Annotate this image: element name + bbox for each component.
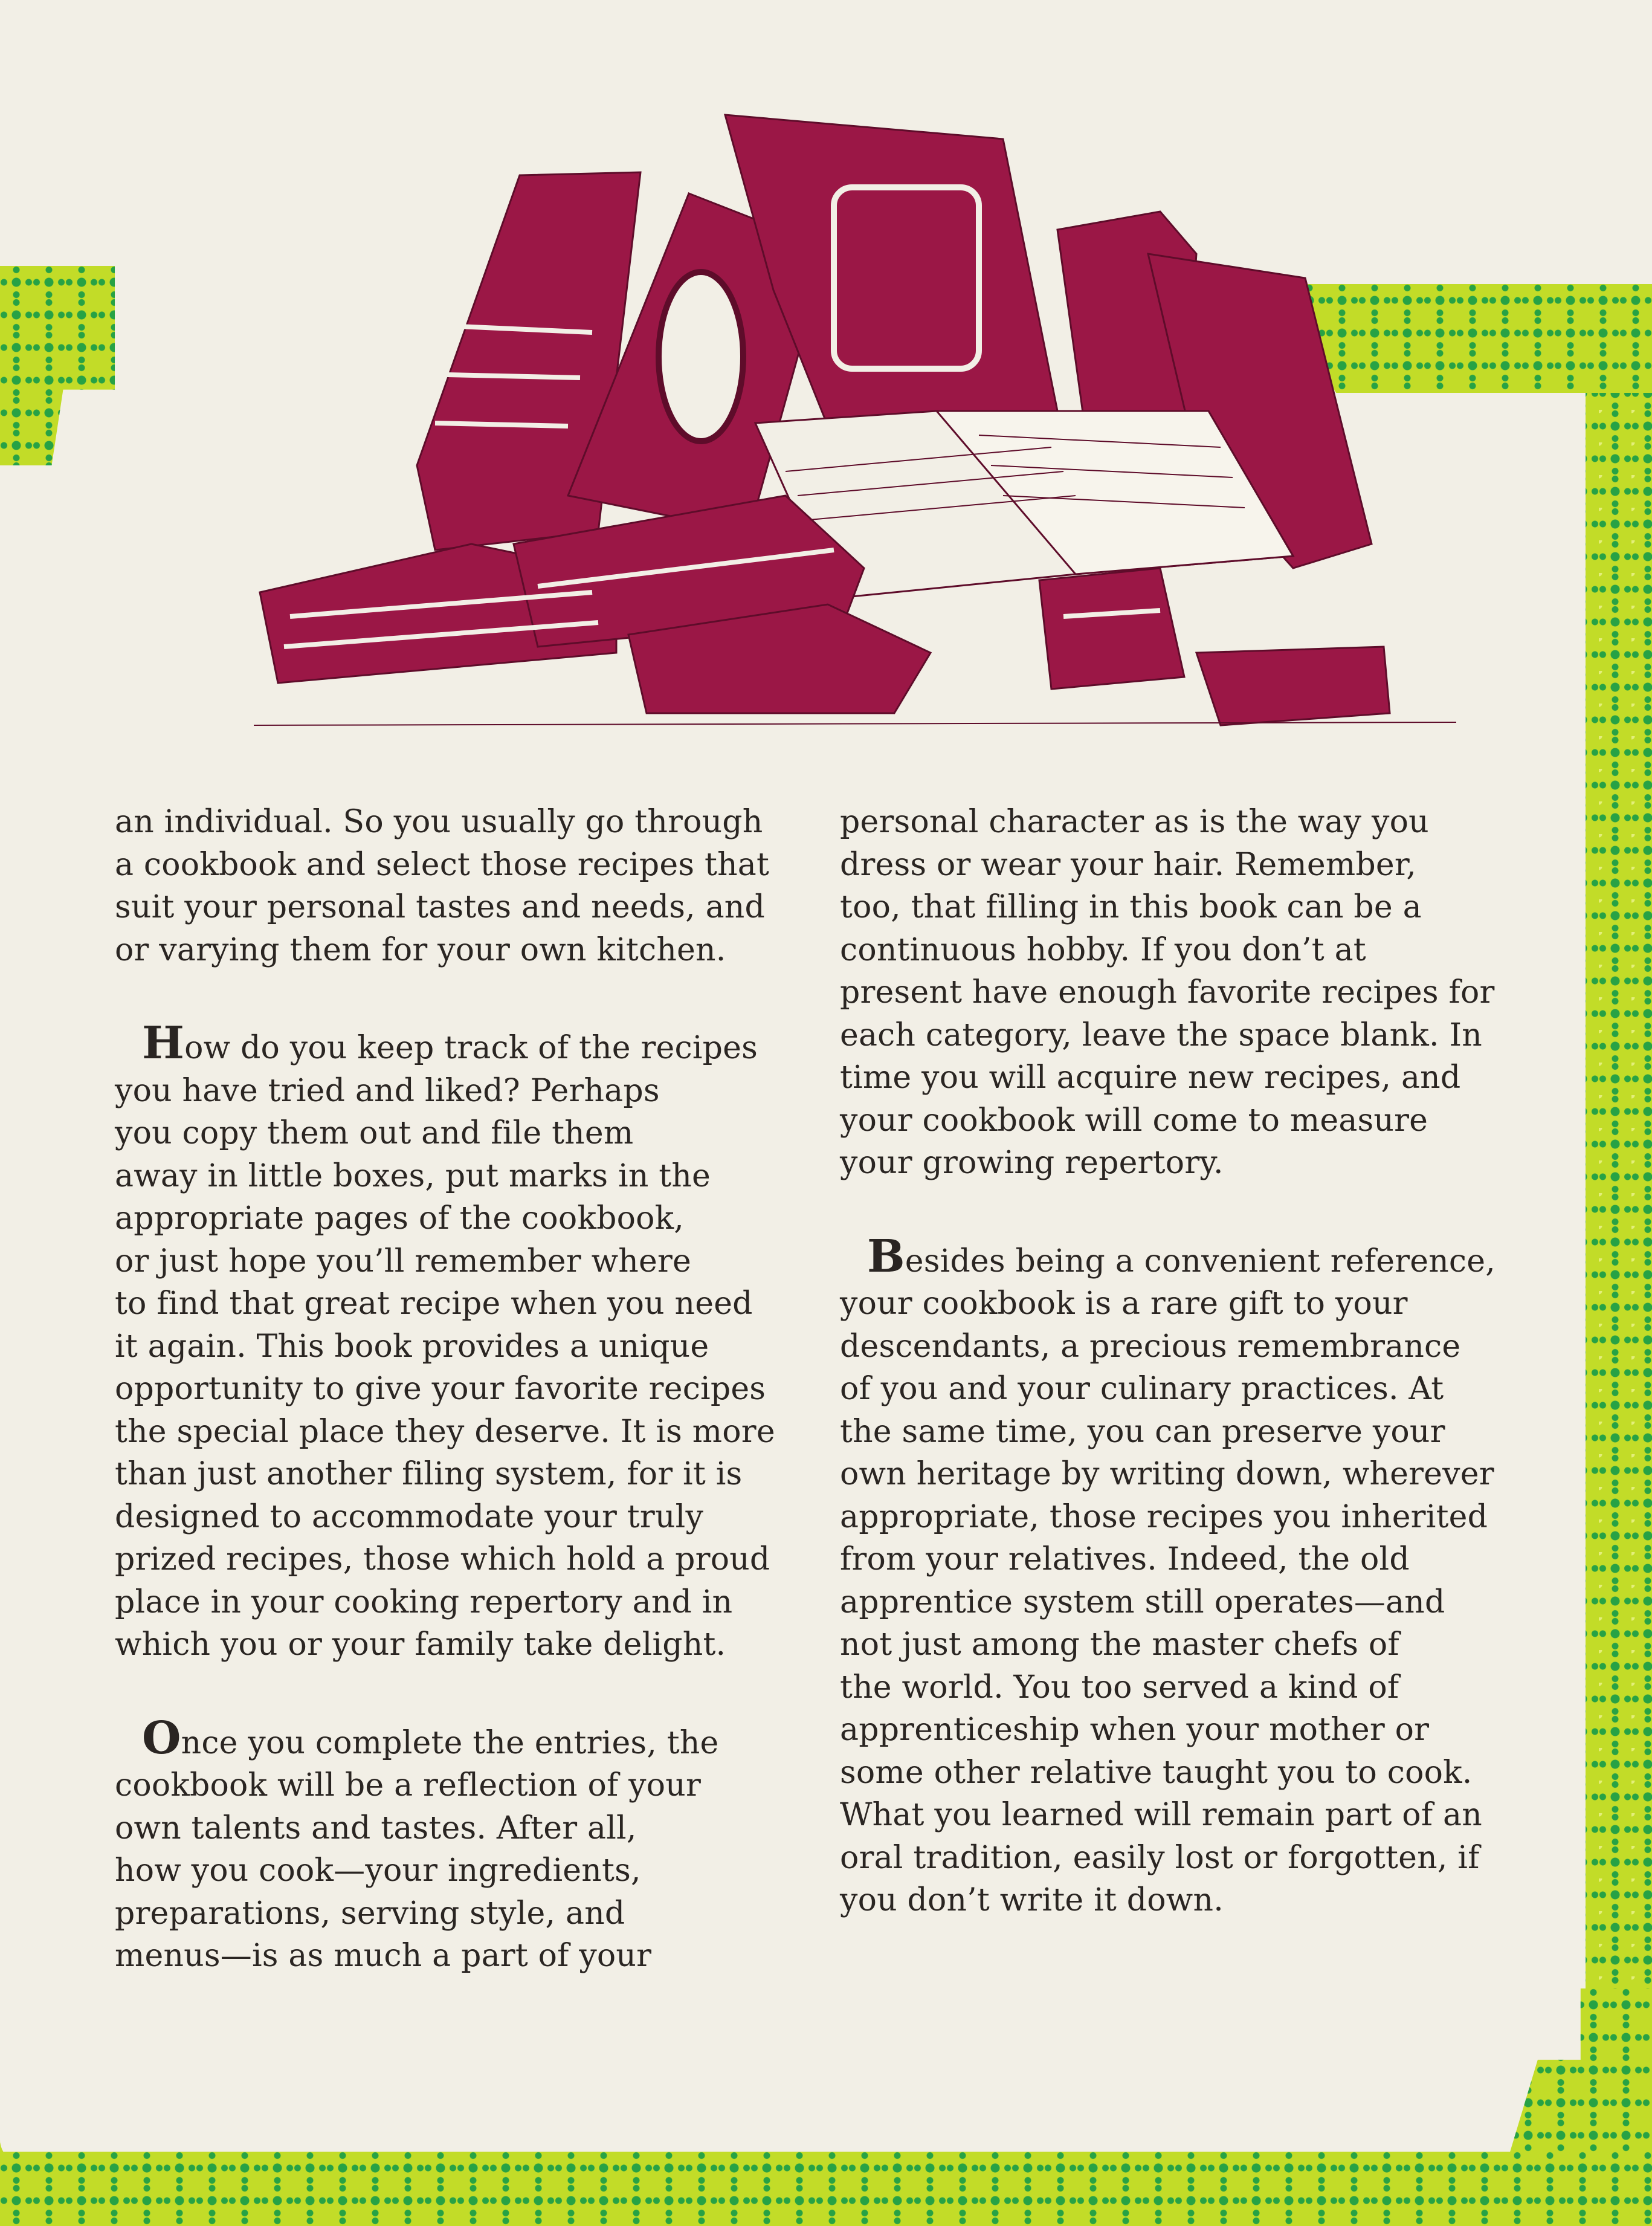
text-line: which you or your family take delight.	[115, 1626, 726, 1663]
paragraph	[115, 1712, 792, 1978]
text-line: you copy them out and file them	[115, 1115, 634, 1151]
text-line: an individual. So you usually go through	[115, 804, 763, 840]
text-line: descendants, a precious remembrance	[840, 1328, 1461, 1365]
text-line: to find that great recipe when you need	[115, 1286, 753, 1322]
drop-cap: O	[142, 1712, 181, 1764]
border-bottom-strip	[0, 2152, 1652, 2226]
text-line: What you learned will remain part of an	[840, 1797, 1482, 1833]
text-line: personal character as is the way you	[840, 804, 1429, 840]
text-line: ow do you keep track of the recipes	[184, 1030, 758, 1066]
text-line: nce you complete the entries, the	[181, 1724, 719, 1761]
text-line: your growing repertory.	[840, 1145, 1224, 1181]
stack-of-antique-books-icon	[254, 73, 1456, 749]
text-line: preparations, serving style, and	[115, 1895, 625, 1932]
text-line: the same time, you can preserve your	[840, 1413, 1445, 1450]
text-line: own heritage by writing down, wherever	[840, 1456, 1494, 1492]
paragraph	[115, 1017, 792, 1666]
text-line: or just hope you’ll remember where	[115, 1243, 691, 1280]
text-line: oral tradition, easily lost or forgotten, if	[840, 1839, 1480, 1876]
drop-cap: H	[142, 1017, 185, 1069]
text-line: you don’t write it down.	[840, 1882, 1224, 1918]
paragraph	[840, 1230, 1511, 1922]
text-line: or varying them for your own kitchen.	[115, 931, 726, 968]
text-line: apprenticeship when your mother or	[840, 1712, 1430, 1748]
text-line: prized recipes, those which hold a proud	[115, 1541, 770, 1577]
text-line: menus—is as much a part of your	[115, 1938, 652, 1974]
text-line: of you and your culinary practices. At	[840, 1371, 1444, 1407]
text-line: some other relative taught you to cook.	[840, 1754, 1473, 1791]
drop-cap: B	[867, 1230, 905, 1283]
text-line: cookbook will be a reflection of your	[115, 1767, 702, 1804]
text-line: not just among the master chefs of	[840, 1626, 1399, 1663]
text-line: own talents and tastes. After all,	[115, 1810, 637, 1846]
paragraph	[840, 801, 1511, 1185]
text-line: opportunity to give your favorite recipes	[115, 1371, 766, 1407]
text-line: continuous hobby. If you don’t at	[840, 931, 1366, 968]
left-text-column	[115, 801, 792, 2027]
text-line: a cookbook and select those recipes that	[115, 846, 770, 883]
text-line: your cookbook will come to measure	[840, 1102, 1428, 1139]
text-line: apprentice system still operates—and	[840, 1584, 1445, 1620]
text-line: designed to accommodate your truly	[115, 1498, 704, 1535]
text-line: appropriate pages of the cookbook,	[115, 1200, 685, 1237]
text-line: the world. You too served a kind of	[840, 1669, 1399, 1706]
text-line: it again. This book provides a unique	[115, 1328, 709, 1365]
text-line: how you cook—your ingredients,	[115, 1852, 641, 1889]
text-line: you have tried and liked? Perhaps	[115, 1072, 660, 1109]
text-line: appropriate, those recipes you inherited	[840, 1498, 1488, 1535]
text-line: dress or wear your hair. Remember,	[840, 846, 1416, 883]
text-line: esides being a convenient reference,	[905, 1243, 1496, 1280]
text-line: too, that filling in this book can be a	[840, 889, 1422, 925]
text-line: the special place they deserve. It is more	[115, 1413, 775, 1450]
text-line: from your relatives. Indeed, the old	[840, 1541, 1410, 1577]
right-text-column	[840, 801, 1511, 1972]
paragraph	[115, 801, 792, 971]
text-line: time you will acquire new recipes, and	[840, 1060, 1461, 1096]
text-line: place in your cooking repertory and in	[115, 1584, 733, 1620]
text-line: your cookbook is a rare gift to your	[840, 1286, 1408, 1322]
text-line: away in little boxes, put marks in the	[115, 1157, 711, 1194]
text-line: each category, leave the space blank. In	[840, 1017, 1482, 1053]
text-line: than just another filing system, for it is	[115, 1456, 743, 1492]
text-line: present have enough favorite recipes for	[840, 974, 1495, 1011]
text-line: suit your personal tastes and needs, and	[115, 889, 765, 925]
